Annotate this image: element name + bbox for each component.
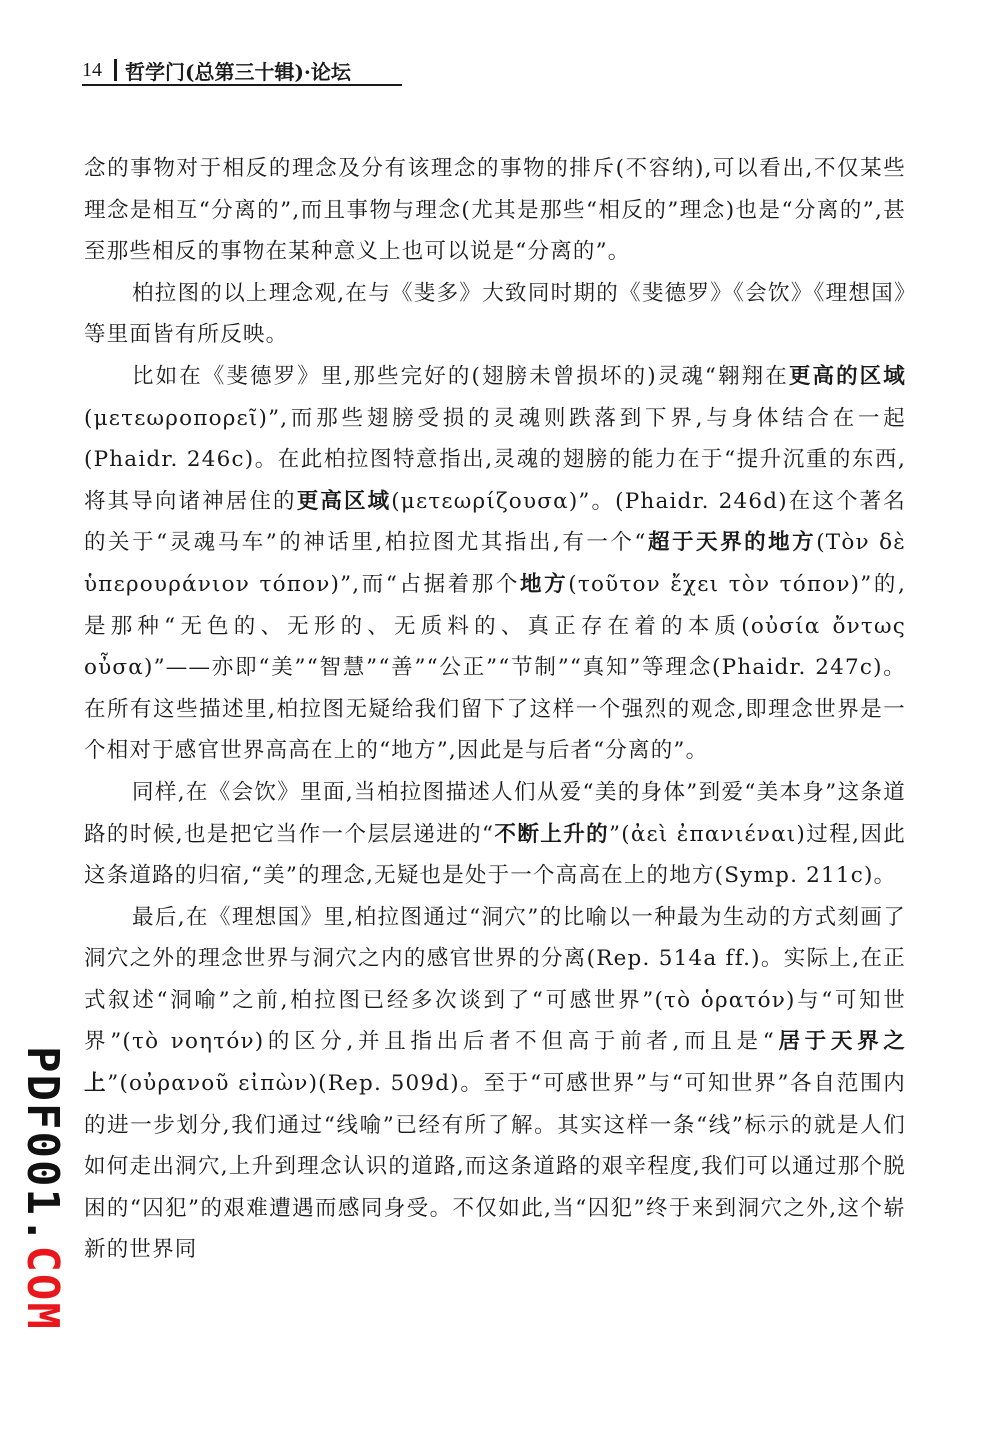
running-header [82, 55, 402, 85]
text-run: 比如在《斐德罗》里,那些完好的(翅膀未曾损坏的)灵魂“翱翔在 [132, 363, 789, 389]
text-run: 最后,在《理想国》里,柏拉图通过“洞穴”的比喻以一种最为生动的方式刻画了洞穴之外的理念世界与洞穴之内的感官世界的分离(Rep. 514a ff.)。实际上,在正式叙述“洞喻”之前,柏拉图已经多次谈到了“可感世界”(τὸ ὁρατόν)与“可知世界”(τὸ νοητόν)的区分,并且指出后者不但高于前者,而且是“ [84, 904, 906, 1055]
site-watermark [14, 1046, 70, 1331]
running-title: 哲学门(总第三十辑)·论坛 [125, 59, 351, 84]
emphasis-text: 超于天界的地方 [646, 530, 817, 556]
header-rule [82, 84, 402, 86]
text-run: ”(ἀεὶ ἐπανιέναι)过程,因此这条道路的归宿,“美”的理念,无疑也是处于一个高高在上的地方(Symp. 211c)。 [84, 821, 906, 889]
watermark-suffix: COM [17, 1245, 68, 1331]
emphasis-text: 居于天界之上 [84, 1029, 906, 1097]
watermark-prefix: PDF001. [17, 1046, 68, 1246]
text-run: 柏拉图的以上理念观,在与《斐多》大致同时期的《斐德罗》《会饮》《理想国》等里面皆有所反映。 [84, 280, 906, 348]
text-run: (μετεωρίζουσα)”。(Phaidr. 246d)在这个著名的关于“灵魂马车”的神话里,柏拉图尤其指出,有一个“ [84, 488, 906, 556]
emphasis-text: 地方 [520, 571, 569, 597]
paragraph-2 [84, 273, 906, 356]
text-run: (μετεωροπορεῖ)”,而那些翅膀受损的灵魂则跌落到下界,与身体结合在一起(Phaidr. 246c)。在此柏拉图特意指出,灵魂的翅膀的能力在于“提升沉重的东西,将其导向诸神居住的 [84, 405, 906, 514]
text-run: ”(οὐρανοῦ εἰπὼν)(Rep. 509d)。至于“可感世界”与“可知世界”各自范围内的进一步划分,我们通过“线喻”已经有所了解。其实这样一条“线”标示的就是人们如何走出洞穴,上升到理念认识的道路,而这条道路的艰辛程度,我们可以通过那个脱困的“囚犯”的艰难遭遇而感同身受。不仅如此,当“囚犯”终于来到洞穴之外,这个崭新的世界同 [84, 1071, 906, 1263]
paragraph-1 [84, 148, 906, 273]
emphasis-text: 更高的区域 [788, 363, 906, 389]
emphasis-text: 更高区域 [296, 488, 392, 514]
body-text [84, 148, 906, 1271]
paragraph-3 [84, 356, 906, 772]
text-run: (τοῦτον ἔχει τὸν τόπον)”的,是那种“无色的、无形的、无质料的、真正存在着的本质(οὐσία ὄντως οὖσα)”——亦即“美”“智慧”“善”“公正”“节制”“真知”等理念(Phaidr. 247c)。在所有这些描述里,柏拉图无疑给我们留下了这样一个强烈的观念,即理念世界是一个相对于感官世界高高在上的“地方”,因此是与后者“分离的”。 [84, 571, 906, 764]
text-run: (Τὸν δὲ ὑπερουράνιον τόπον)”,而“占据着那个 [84, 530, 906, 597]
emphasis-text: 不断上升的 [494, 821, 610, 847]
paragraph-4 [84, 772, 906, 897]
page-number: 14 [82, 58, 102, 81]
header-separator [114, 59, 117, 81]
text-run: 念的事物对于相反的理念及分有该理念的事物的排斥(不容纳),可以看出,不仅某些理念是相互“分离的”,而且事物与理念(尤其是那些“相反的”理念)也是“分离的”,甚至那些相反的事物在某种意义上也可以说是“分离的”。 [84, 156, 906, 265]
paragraph-5 [84, 897, 906, 1271]
text-run: 同样,在《会饮》里面,当柏拉图描述人们从爱“美的身体”到爱“美本身”这条道路的时候,也是把它当作一个层层递进的“ [84, 779, 906, 847]
